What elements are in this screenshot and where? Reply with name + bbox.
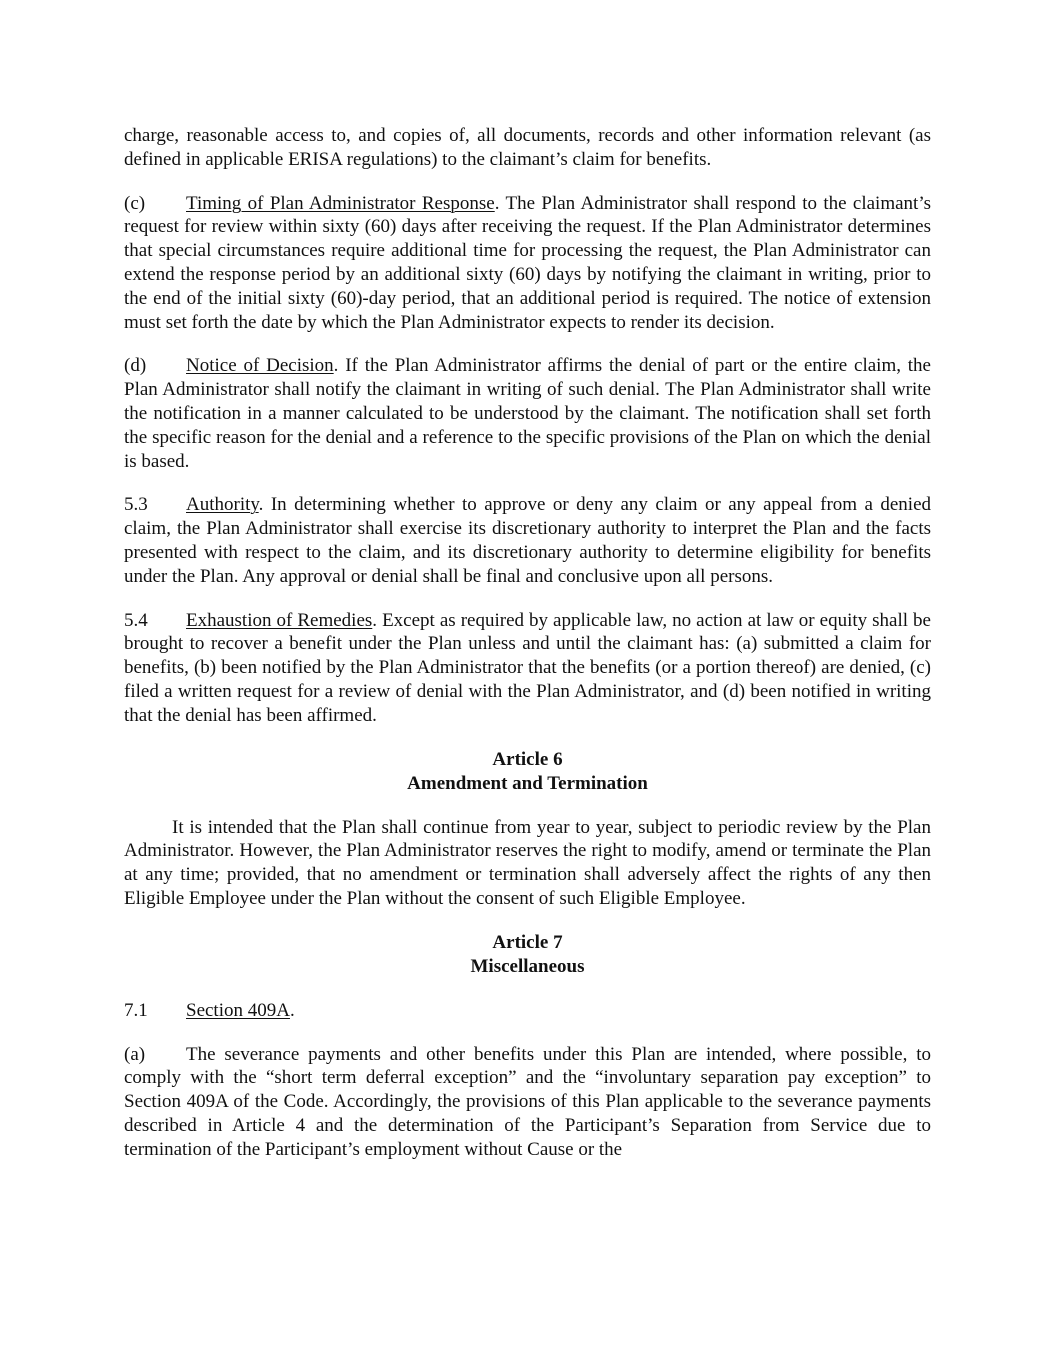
article-6-body xyxy=(124,816,931,911)
section-7-1 xyxy=(124,999,931,1023)
paragraph-d-text: . If the Plan Administrator affirms the denial of part or the entire claim, the Plan Administrator shall notify the claimant in writing of such denial. The Plan Administrator shall write the notification in a manner calculated to be understood by the claimant. The notification shall set forth the specific reason for the denial and a reference to the specific provisions of the Plan on which the denial is based. xyxy=(124,355,931,472)
document-page xyxy=(124,124,931,1182)
section-7-1-a xyxy=(124,1043,931,1162)
section-5-3-number: 5.3 xyxy=(124,494,148,516)
paragraph-c-number: (c) xyxy=(124,192,146,214)
section-5-4-text: . Except as required by applicable law, no action at law or equity shall be brought to recover a benefit under the Plan unless and until the claimant has: (a) submitted a claim for benefits, (b) been notified by the Plan Administrator that the benefits (or a portion thereof) are denied, (c) filed a written request for a review of denial with the Plan Administrator, and (d) been notified in writing that the denial has been affirmed. xyxy=(124,609,931,726)
section-7-1-a-number: (a) xyxy=(124,1043,146,1065)
section-5-4-number: 5.4 xyxy=(124,609,148,631)
paragraph-c xyxy=(124,192,931,335)
article-6-label: Article 6 xyxy=(492,748,563,770)
section-5-4-heading: Exhaustion of Remedies xyxy=(186,609,373,631)
paragraph-c-text: . The Plan Administrator shall respond to the claimant’s request for review within sixty (60) days after receiving the request. If the Plan Administrator determines that special circumstances require additional time for processing the request, the Plan Administrator can extend the response period by an additional sixty (60) days by notifying the claimant in writing, prior to the end of the initial sixty (60)-day period, that an additional period is required. The notice of extension must set forth the date by which the Plan Administrator expects to render its decision. xyxy=(124,192,932,333)
section-5-3-heading: Authority xyxy=(186,494,259,516)
section-5-3 xyxy=(124,493,931,588)
paragraph-intro xyxy=(124,124,931,172)
article-7-title: Miscellaneous xyxy=(470,955,585,977)
paragraph-d xyxy=(124,354,931,473)
paragraph-intro-text: charge, reasonable access to, and copies of, all documents, records and other information relevant (as defined in applicable ERISA regulations) to the claimant’s claim for benefits. xyxy=(124,125,931,170)
section-5-3-text: . In determining whether to approve or deny any claim or any appeal from a denied claim, the Plan Administrator shall exercise its discretionary authority to interpret the Plan and the facts presented with respect to the claim, and its discretionary authority to determine eligibility for benefits under the Plan. Any approval or denial shall be final and conclusive upon all persons. xyxy=(124,494,931,587)
section-7-1-a-text: The severance payments and other benefits under this Plan are intended, where possible, to comply with the “short term deferral exception” and the “involuntary separation pay exception” to Section 409A of the Code. Accordingly, the provisions of this Plan applicable to the severance payments described in Article 4 and the determination of the Participant’s Separation from Service due to termination of the Participant’s employment without Cause or the xyxy=(124,1043,931,1160)
article-6-body-text: It is intended that the Plan shall continue from year to year, subject to periodic review by the Plan Administrator. However, the Plan Administrator reserves the right to modify, amend or terminate the Plan at any time; provided, that no amendment or termination shall adversely affect the rights of any then Eligible Employee under the Plan without the consent of such Eligible Employee. xyxy=(124,816,931,909)
section-7-1-number: 7.1 xyxy=(124,999,148,1021)
paragraph-d-number: (d) xyxy=(124,355,147,377)
section-5-4 xyxy=(124,609,931,728)
section-7-1-text: . xyxy=(289,999,295,1021)
paragraph-c-heading: Timing of Plan Administrator Response xyxy=(186,192,495,214)
article-7-label: Article 7 xyxy=(492,931,563,953)
article-6-title: Amendment and Termination xyxy=(407,772,648,794)
article-6-heading xyxy=(124,748,931,796)
paragraph-d-heading: Notice of Decision xyxy=(186,355,334,377)
article-7-heading xyxy=(124,931,931,979)
section-7-1-heading: Section 409A xyxy=(186,999,290,1021)
